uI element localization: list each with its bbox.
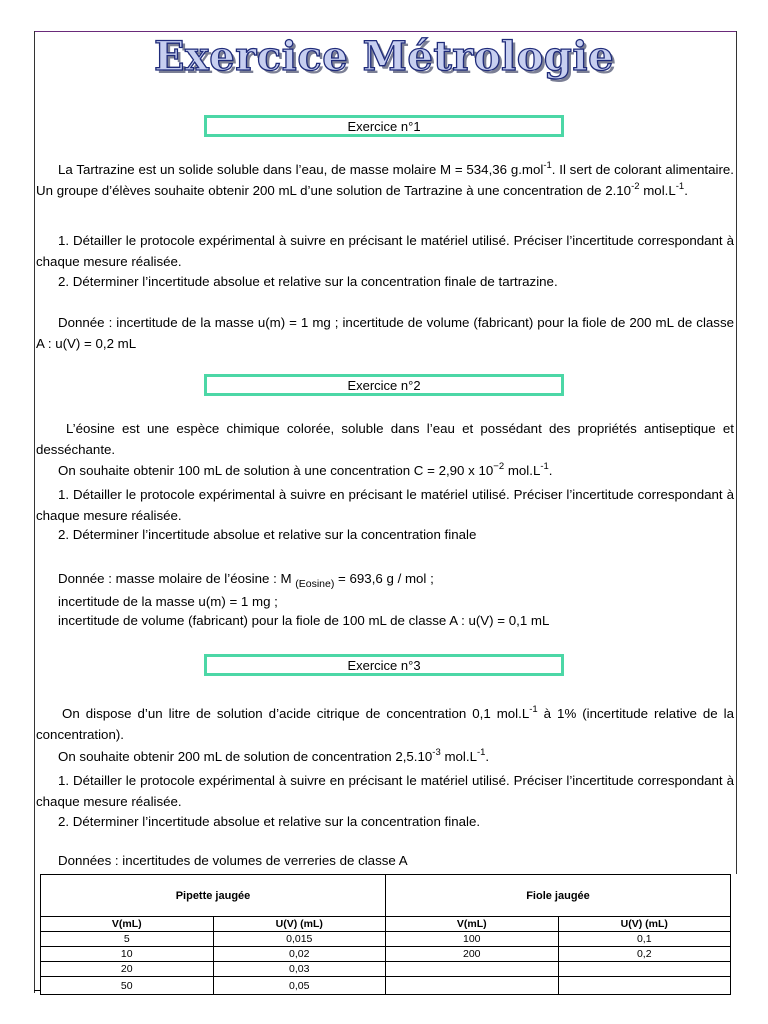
table-row: [41, 977, 731, 995]
exercise-1-heading: Exercice n°1: [204, 115, 564, 137]
table-cell: 0,2: [558, 947, 731, 962]
flask-group-header: Fiole jaugée: [386, 875, 731, 917]
table-cell: 0,05: [213, 977, 386, 995]
table-cell: 5: [41, 932, 214, 947]
exercise-1-intro: La Tartrazine est un solide soluble dans l’eau, de masse molaire M = 534,36 g.mol$^{-1}$. Il sert de colorant alimentaire. Un groupe d’élèves souhaite obtenir 200 mL d’une solution de Tartrazine à une concentration de $2.10^{-2}$ $mol.L^{-1}$.: [36, 160, 734, 198]
column-header: U(V) (mL): [213, 917, 386, 932]
exercise-2-data-molar-mass: Donnée : masse molaire de l’éosine : M $_{(Eosine)}$ = 693,6 g / mol ;: [58, 571, 434, 590]
table-group-header-row: [41, 875, 731, 917]
glassware-uncertainty-table: [40, 874, 731, 995]
table-cell: 20: [41, 962, 214, 977]
exercise-3-heading: Exercice n°3: [204, 654, 564, 676]
table-cell: [558, 977, 731, 995]
table-cell: 0,03: [213, 962, 386, 977]
table-row: [41, 962, 731, 977]
table-cell: 10: [41, 947, 214, 962]
exercise-3-goal: On souhaite obtenir 200 mL de solution de concentration $2,5.10^{-3}$ $mol.L^{-1}$.: [58, 747, 490, 764]
exercise-3-question-1: 1. Détailler le protocole expérimental à suivre en précisant le matériel utilisé. Préciser l’incertitude correspondant à chaque mesure réalisée.: [36, 773, 734, 809]
table-cell: [386, 977, 559, 995]
table-cell: 0,1: [558, 932, 731, 947]
exercise-1-data: Donnée : incertitude de la masse u(m) = 1 mg ; incertitude de volume (fabricant) pour la fiole de 200 mL de classe A : u(V) = 0,2 mL: [36, 315, 734, 351]
exercise-3-intro: On dispose d’un litre de solution d’acide citrique de concentration 0,1 $mol.L^{-1}$ à 1% (incertitude relative de la concentration).: [36, 704, 734, 742]
table-cell: 50: [41, 977, 214, 995]
exercise-1-question-1: 1. Détailler le protocole expérimental à suivre en précisant le matériel utilisé. Préciser l’incertitude correspondant à chaque mesure réalisée.: [36, 233, 734, 269]
table-cell: 0,02: [213, 947, 386, 962]
table-cell: 0,015: [213, 932, 386, 947]
column-header: V(mL): [41, 917, 214, 932]
table-cell: [386, 962, 559, 977]
table-cell: 200: [386, 947, 559, 962]
exercise-2-heading: Exercice n°2: [204, 374, 564, 396]
exercise-3-data: Données : incertitudes de volumes de verreries de classe A: [58, 853, 408, 868]
exercise-1-question-2: 2. Déterminer l’incertitude absolue et relative sur la concentration finale de tartrazine.: [58, 274, 558, 289]
page-border-right: [736, 31, 737, 874]
table-cell: 100: [386, 932, 559, 947]
table-cell: [558, 962, 731, 977]
exercise-2-data-mass: incertitude de la masse u(m) = 1 mg ;: [58, 594, 278, 609]
page-border-bottom-tick: [34, 990, 41, 991]
page-title: Exercice Métrologie: [153, 33, 615, 80]
column-header: V(mL): [386, 917, 559, 932]
exercise-3-question-2: 2. Déterminer l’incertitude absolue et relative sur la concentration finale.: [58, 814, 481, 829]
pipette-group-header: Pipette jaugée: [41, 875, 386, 917]
exercise-2-question-2: 2. Déterminer l’incertitude absolue et relative sur la concentration finale: [58, 527, 477, 542]
exercise-2-intro: L’éosine est une espèce chimique colorée, soluble dans l’eau et possédant des propriétés antiseptique et desséchante.: [36, 421, 734, 457]
exercise-2-question-1: 1. Détailler le protocole expérimental à suivre en précisant le matériel utilisé. Préciser l’incertitude correspondant à chaque mesure réalisée.: [36, 487, 734, 523]
table-column-header-row: [41, 917, 731, 932]
table-row: [41, 947, 731, 962]
exercise-2-data-volume: incertitude de volume (fabricant) pour la fiole de 100 mL de classe A : u(V) = 0,1 mL: [58, 613, 550, 628]
table-row: [41, 932, 731, 947]
page-border-left: [34, 31, 35, 993]
page-border-top: [34, 31, 736, 32]
column-header: U(V) (mL): [558, 917, 731, 932]
exercise-2-goal: On souhaite obtenir 100 mL de solution à une concentration C = 2,90 x $10^{-2}$ $mol.L^{-1}$.: [58, 461, 553, 478]
